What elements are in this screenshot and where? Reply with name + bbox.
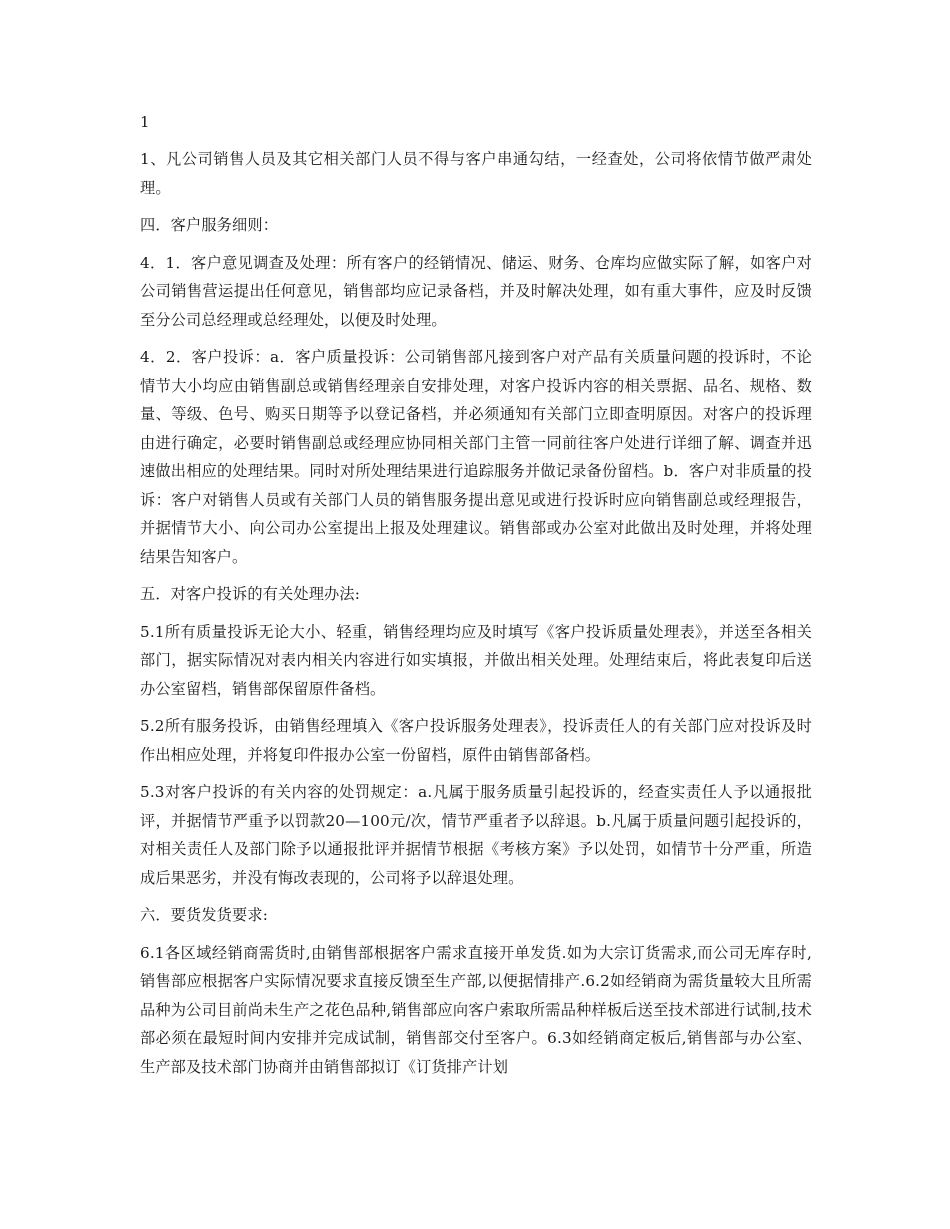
paragraph-4-2-complaints: 4．2．客户投诉：a．客户质量投诉：公司销售部凡接到客户对产品有关质量问题的投诉时，不论情节大小均应由销售副总或销售经理亲自安排处理，对客户投诉内容的相关票据、品名、规格、数量、等级、色号、购买日期等予以登记备档，并必须通知有关部门立即查明原因。对客户的投诉理由进行确定，必要时销售副总或经理应协同相关部门主管一同前往客户处进行详细了解、调查并迅速做出相应的处理结果。同时对所处理结果进行追踪服务并做记录备份留档。b．客户对非质量的投诉：客户对销售人员或有关部门人员的销售服务提出意见或进行投诉时应向销售副总或经理报告，并据情节大小、向公司办公室提出上报及处理建议。销售部或办公室对此做出及时处理，并将处理结果告知客户。 — [140, 348, 812, 566]
section-heading-customer-service: 四．客户服务细则： — [140, 216, 279, 234]
section-heading-ordering: 六．要货发货要求: — [140, 906, 268, 924]
document-page — [140, 108, 812, 1090]
paragraph-5-3-penalties: 5.3对客户投诉的有关内容的处罚规定：a.凡属于服务质量引起投诉的，经查实责任人予以通报批评，并据情节严重予以罚款20—100元/次，情节严重者予以辞退。b.凡属于质量问题引起投诉的，对相关责任人及部门除予以通报批评并据情节根据《考核方案》予以处罚，如情节十分严重，所造成后果恶劣，并没有悔改表现的，公司将予以辞退处理。 — [140, 783, 812, 887]
paragraph-5-2-service-complaints: 5.2所有服务投诉，由销售经理填入《客户投诉服务处理表》，投诉责任人的有关部门应对投诉及时作出相应处理，并将复印件报办公室一份留档，原件由销售部备档。 — [140, 717, 812, 764]
paragraph-6-ordering-requirements: 6.1各区域经销商需货时,由销售部根据客户需求直接开单发货.如为大宗订货需求,而公司无库存时,销售部应根据客户实际情况要求直接反馈至生产部,以便据情排产.6.2如经销商为需货量较大且所需品种为公司目前尚未生产之花色品种,销售部应向客户索取所需品种样板后送至技术部进行试制,技术部必须在最短时间内安排并完成试制，销售部交付至客户。6.3如经销商定板后,销售部与办公室、生产部及技术部门协商并由销售部拟订《订货排产计划 — [140, 943, 812, 1076]
paragraph-4-1-survey: 4．1．客户意见调查及处理：所有客户的经销情况、储运、财务、仓库均应做实际了解，如客户对公司销售营运提出任何意见，销售部均应记录备档，并及时解决处理，如有重大事件，应及时反馈至分公司总经理或总经理处，以便及时处理。 — [140, 253, 812, 329]
section-heading-complaint-handling: 五．对客户投诉的有关处理办法: — [140, 585, 360, 603]
paragraph-collusion-rule: 1、凡公司销售人员及其它相关部门人员不得与客户串通勾结，一经查处，公司将依情节做严肃处理。 — [140, 150, 812, 197]
paragraph-5-1-quality-complaints: 5.1所有质量投诉无论大小、轻重，销售经理均应及时填写《客户投诉质量处理表》，并送至各相关部门，据实际情况对表内相关内容进行如实填报，并做出相关处理。处理结束后，将此表复印后送办公室留档，销售部保留原件备档。 — [140, 622, 812, 698]
page-number: 1 — [140, 113, 150, 131]
